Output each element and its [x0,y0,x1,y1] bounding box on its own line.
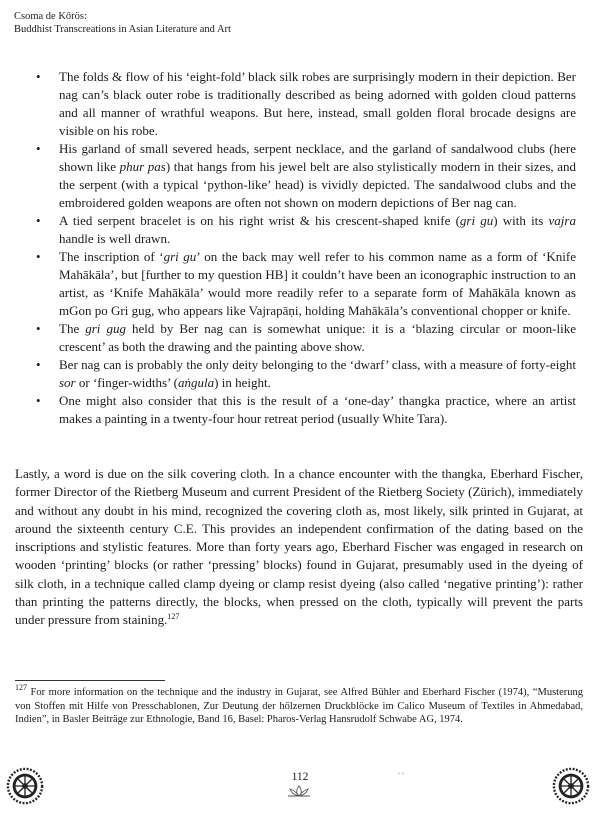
bullet-text: The folds & flow of his ‘eight-fold’ black silk robes are surprisingly modern in their depiction. Ber nag can’s black outer robe is traditionally described as being adorned with golden cloud patterns and all manner of wrathful weapons. But here, instead, small golden floral brocade designs are visible on his robe. [59,69,576,138]
bullet-item [36,212,576,248]
bullet-marker: • [36,141,41,156]
bullet-text: The inscription of ‘ [59,249,164,264]
lotus-ornament-icon [284,784,314,798]
footnote-marker: 127 [15,683,27,692]
italic-term: sor [59,375,76,390]
bullet-text: ) that hangs from his jewel belt are also stylistically modern in their sizes, and the serpent (with a typical ‘python-like’ head) is vividly depicted. The sandalwood clubs and the embroidered golden weapons are often not shown on modern depictions of Ber nag can. [59,159,576,210]
italic-term: aṅgula [178,375,215,390]
bullet-marker: • [36,213,41,228]
bullet-marker: • [36,393,41,408]
footnote-text: For more information on the technique and the industry in Gujarat, see Alfred Bühler and Eberhard Fischer (1974), “Musterung von Stoffen mit Hilfe von Presschablonen, Zur Deutung der hölzernen Druckblöcke im Calico Museum of Textiles in Ahmedabad, Indien”, in Basler Beiträge zur Ethnologie, Band 16, Basel: Pharos-Verlag Hansrudolf Schwabe AG, 1974. [15,687,583,725]
bullet-text: ) with its [493,213,549,228]
bullet-text: ) in height. [214,375,271,390]
italic-term: gri gu [459,213,494,228]
bullet-text: The [59,321,86,336]
bullet-item [36,248,576,320]
bullet-text: His garland of small severed heads, serpent necklace, and the garland of sandalwood clubs (here shown like [59,141,576,174]
bullet-text: held by Ber nag can is somewhat unique: it is a ‘blazing circular or moon-like crescent’ as both the drawing and the painting above show. [59,321,576,354]
bullet-item [36,392,576,428]
bullet-list [36,68,576,428]
bullet-text: A tied serpent bracelet is on his right wrist & his crescent-shaped knife ( [59,213,460,228]
bullet-item [36,68,576,140]
italic-term: gri gu [163,249,197,264]
header-line-2: Buddhist Transcreations in Asian Literature and Art [14,24,231,35]
bullet-marker: • [36,69,41,84]
bullet-item [36,320,576,356]
paragraph-text: Lastly, a word is due on the silk covering cloth. In a chance encounter with the thangka, Eberhard Fischer, former Director of the Rietberg Museum and current President of the Rietberg Society (Zürich), immediately and without any doubt in his mind, recognized the covering cloth as, most likely, silk printed in Gujarat, at around the sixteenth century C.E. This provides an independent confirmation of the dating based on the inscriptions and stylistic features. More than forty years ago, Eberhard Fischer was engaged in research on wooden ‘printing’ blocks (or rather ‘pressing’ blocks) found in Gujarat, presumably used in the dyeing of silk cloth, in a technique called clamp dyeing or clamp resist dyeing (also called ‘negative printing’): rather than printing the patterns directly, the blocks, when pressed on the cloth, typically will prevent the parts under pressure from staining. [15,466,583,628]
footnote-reference: 127 [167,612,180,622]
header-line-1: Csoma de Kőrös: [14,11,87,22]
bullet-marker: • [36,357,41,372]
page-number: 112 [291,771,309,783]
italic-term: vajra [548,213,576,228]
print-speck [398,772,404,775]
bullet-item [36,356,576,392]
bullet-text: handle is well drawn. [59,231,171,246]
running-header [14,10,231,36]
bullet-text: or ‘finger-widths’ ( [75,375,179,390]
bullet-marker: • [36,321,41,336]
dharma-wheel-seal-icon [552,767,590,805]
bullet-text: One might also consider that this is the result of a ‘one-day’ thangka practice, where an artist makes a painting in a twenty-four hour retreat period (usually White Tara). [59,393,576,426]
body-paragraph [15,465,583,630]
bullet-marker: • [36,249,41,264]
bullet-item [36,140,576,212]
bullet-text: Ber nag can is probably the only deity belonging to the ‘dwarf’ class, with a measure of forty-eight [59,357,576,372]
bullet-text: ’ on the back may well refer to his common name as a form of ‘Knife Mahākāla’, but [further to my question HB] it couldn’t have been an iconographic instruction to an artist, as ‘Knife Mahākāla’ would more readily refer to a separate form of Mahākāla known as mGon po Gri gug, who appears like Vajrapāṇi, holding Mahākāla’s conventional chopper or knife. [59,249,576,318]
footnote [15,683,583,727]
italic-term: gri gug [85,321,126,336]
italic-term: phur pas [119,159,166,174]
footnote-divider [15,680,165,681]
